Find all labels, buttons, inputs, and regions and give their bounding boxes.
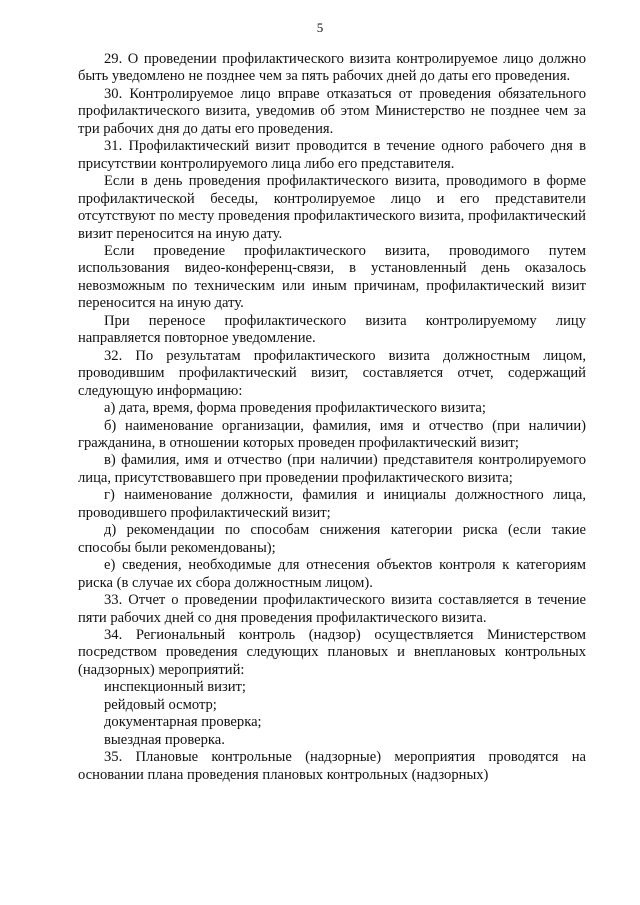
paragraph-31-reschedule-notice: При переносе профилактического визита контролируемому лицу направляется повторное уведомление.	[78, 312, 586, 347]
paragraph-29: 29. О проведении профилактического визита контролируемое лицо должно быть уведомлено не позднее чем за пять рабочих дней до даты его проведения.	[78, 51, 586, 85]
list-item-b: б) наименование организации, фамилия, имя и отчество (при наличии) гражданина, в отношении которых проведен профилактический визит;	[78, 417, 586, 451]
list-item-raid-inspection: рейдовый осмотр;	[104, 696, 217, 713]
paragraph-35: 35. Плановые контрольные (надзорные) мероприятия проводятся на основании плана проведения плановых контрольных (надзорных)	[78, 749, 586, 783]
list-item-g: г) наименование должности, фамилия и инициалы должностного лица, проводившего профилактический визит;	[78, 487, 586, 521]
list-item-e: е) сведения, необходимые для отнесения объектов контроля к категориям риска (в случае их сбора должностным лицом).	[78, 557, 586, 591]
paragraph-31: 31. Профилактический визит проводится в течение одного рабочего дня в присутствии контролируемого лица либо его представителя.	[78, 138, 586, 172]
page-number: 5	[316, 20, 324, 35]
document-body	[78, 51, 586, 784]
paragraph-32: 32. По результатам профилактического визита должностным лицом, проводившим профилактический визит, составляется отчет, содержащий следующую информацию:	[78, 347, 586, 399]
list-item-documentary-check: документарная проверка;	[104, 714, 262, 731]
list-item-field-check: выездная проверка.	[104, 731, 225, 748]
paragraph-34: 34. Региональный контроль (надзор) осуществляется Министерством посредством проведения следующих плановых и внеплановых контрольных (надзорных) мероприятий:	[78, 626, 586, 678]
list-item-inspection-visit: инспекционный визит;	[104, 679, 246, 696]
list-item-v: в) фамилия, имя и отчество (при наличии) представителя контролируемого лица, присутствовавшего при проведении профилактического визита;	[78, 452, 586, 486]
paragraph-33: 33. Отчет о проведении профилактического визита составляется в течение пяти рабочих дней со дня проведения профилактического визита.	[78, 592, 586, 626]
paragraph-31-videoconference: Если проведение профилактического визита, проводимого путем использования видео-конференц-связи, в установленный день оказалось невозможным по техническим или иным причинам, профилактический визит переносится на иную дату.	[78, 242, 586, 312]
list-item-d: д) рекомендации по способам снижения категории риска (если такие способы были рекомендованы);	[78, 522, 586, 556]
paragraph-31-absence: Если в день проведения профилактического визита, проводимого в форме профилактической беседы, контролируемое лицо и его представители отсутствуют по месту проведения профилактического визита, профилактический визит переносится на иную дату.	[78, 173, 586, 242]
paragraph-30: 30. Контролируемое лицо вправе отказаться от проведения обязательного профилактического визита, уведомив об этом Министерство не позднее чем за три рабочих дня до даты его проведения.	[78, 85, 586, 137]
list-item-a: а) дата, время, форма проведения профилактического визита;	[104, 400, 486, 417]
